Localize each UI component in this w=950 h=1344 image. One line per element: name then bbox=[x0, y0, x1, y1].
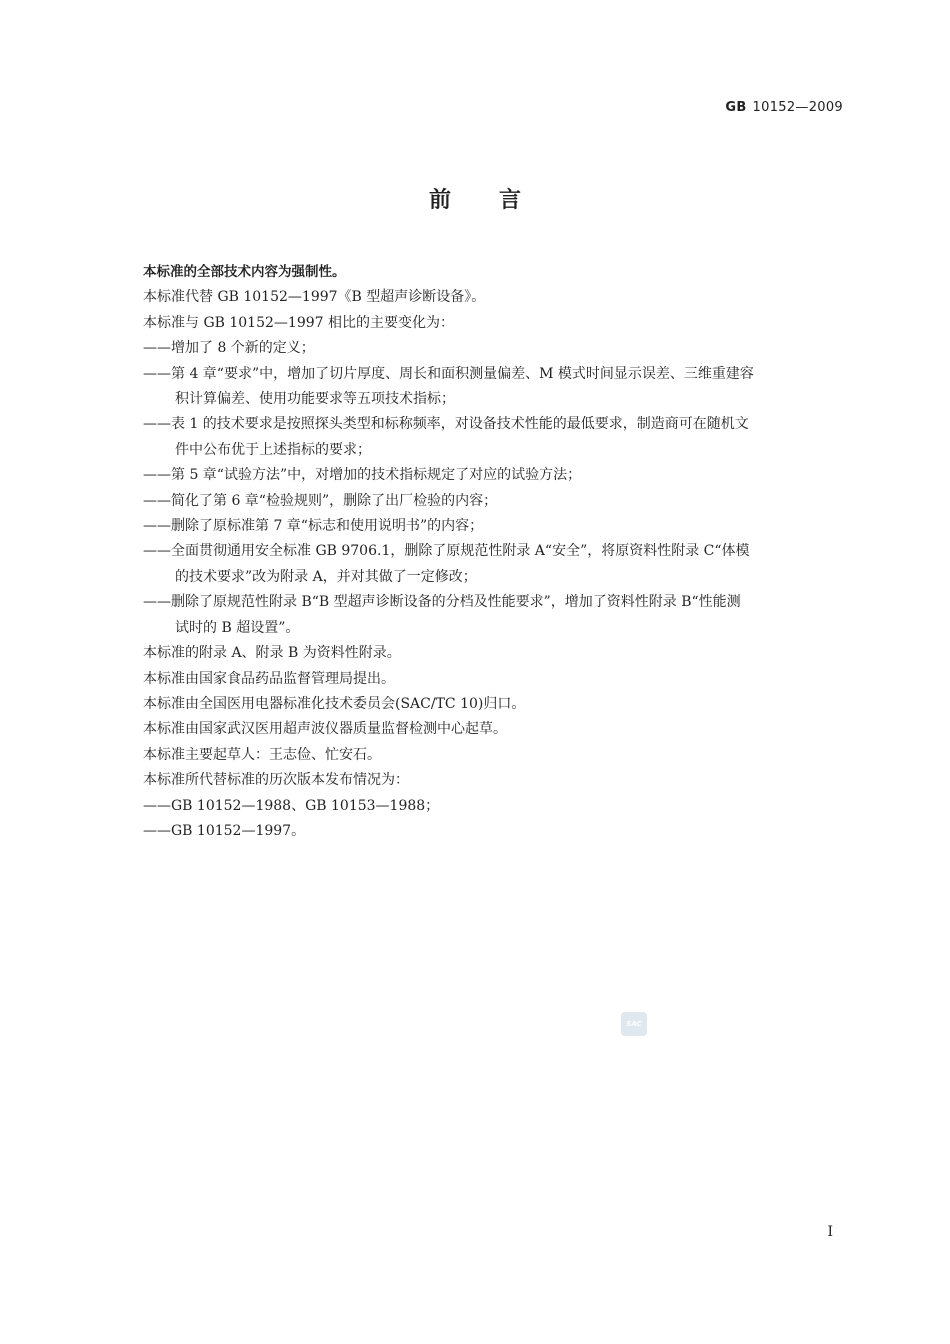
list-item bbox=[143, 412, 853, 463]
list-item-line: ——全面贯彻通用安全标准 GB 9706.1，删除了原规范性附录 A“安全”，将原资料性附录 C“体模 bbox=[143, 543, 750, 560]
standard-number: 10152—2009 bbox=[752, 100, 843, 115]
drafters-statement: 本标准主要起草人：王志俭、忙安石。 bbox=[143, 746, 381, 763]
list-item-line: 试时的 B 超设置”。 bbox=[175, 619, 300, 636]
list-item bbox=[143, 514, 853, 539]
list-item-line: ——删除了原标准第 7 章“标志和使用说明书”的内容； bbox=[143, 518, 484, 535]
list-item bbox=[143, 362, 853, 413]
list-item-line: 积计算偏差、使用功能要求等五项技术指标； bbox=[175, 391, 455, 408]
list-item: ——GB 10152—1997。 bbox=[143, 822, 306, 839]
history-intro: 本标准所代替标准的历次版本发布情况为： bbox=[143, 772, 409, 789]
annex-statement: 本标准的附录 A、附录 B 为资料性附录。 bbox=[143, 645, 401, 662]
list-item-line: ——第 5 章“试验方法”中，对增加的技术指标规定了对应的试验方法； bbox=[143, 467, 582, 484]
list-item bbox=[143, 336, 853, 361]
standard-code bbox=[725, 100, 843, 115]
committee-statement: 本标准由全国医用电器标准化技术委员会(SAC/TC 10)归口。 bbox=[143, 695, 526, 712]
drafter-org-statement: 本标准由国家武汉医用超声波仪器质量监督检测中心起草。 bbox=[143, 721, 507, 738]
list-item-line: ——删除了原规范性附录 B“B 型超声诊断设备的分档及性能要求”，增加了资料性附录 B“性能测 bbox=[143, 594, 741, 611]
changes-intro: 本标准与 GB 10152—1997 相比的主要变化为： bbox=[143, 314, 454, 331]
list-item-line: 的技术要求”改为附录 A，并对其做了一定修改； bbox=[175, 568, 477, 585]
list-item-line: ——简化了第 6 章“检验规则”，删除了出厂检验的内容； bbox=[143, 492, 498, 509]
changes-list bbox=[143, 336, 853, 641]
list-item-line: ——表 1 的技术要求是按照探头类型和标称频率，对设备技术性能的最低要求，制造商可在随机文 bbox=[143, 416, 749, 433]
foreword-body bbox=[143, 260, 853, 844]
list-item bbox=[143, 590, 853, 641]
history-list bbox=[143, 794, 853, 845]
list-item-line: ——增加了 8 个新的定义； bbox=[143, 340, 315, 357]
page-number: I bbox=[827, 1224, 833, 1240]
list-item bbox=[143, 539, 853, 590]
list-item-line: ——第 4 章“要求”中，增加了切片厚度、周长和面积测量偏差、M 模式时间显示误差、三维重建容 bbox=[143, 365, 754, 382]
proposer-statement: 本标准由国家食品药品监督管理局提出。 bbox=[143, 670, 395, 687]
sac-watermark-logo: SAC bbox=[621, 1012, 647, 1036]
list-item: ——GB 10152—1988、GB 10153—1988； bbox=[143, 797, 440, 814]
list-item bbox=[143, 463, 853, 488]
replacement-statement: 本标准代替 GB 10152—1997《B 型超声诊断设备》。 bbox=[143, 289, 486, 306]
list-item-line: 件中公布优于上述指标的要求； bbox=[175, 441, 371, 458]
list-item bbox=[143, 489, 853, 514]
mandatory-statement: 本标准的全部技术内容为强制性。 bbox=[143, 264, 346, 280]
standard-prefix: GB bbox=[725, 100, 747, 115]
page-title: 前言 bbox=[428, 188, 569, 213]
